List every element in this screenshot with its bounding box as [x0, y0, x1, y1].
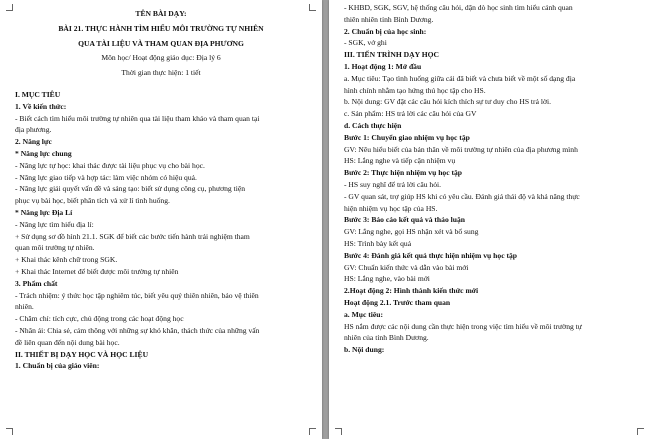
section-heading: a. Mục tiêu:	[344, 309, 384, 319]
section-heading: Hoạt động 2.1. Trước tham quan	[344, 297, 451, 307]
body-line: b. Nội dung: GV đặt các câu hỏi kích thích sự tư duy cho HS trả lời.	[344, 97, 551, 107]
section-heading: I. MỤC TIÊU	[15, 89, 61, 99]
document-page-right	[329, 0, 650, 439]
doc-title: TÊN BÀI DẠY:	[135, 9, 187, 18]
body-line: hiện nhiệm vụ học tập của HS.	[344, 203, 438, 213]
body-line: HS: Trình bày kết quả	[344, 238, 412, 248]
body-line: HS: Lắng nghe, vào bài mới	[344, 274, 430, 284]
section-heading: 2. Chuẩn bị của học sinh:	[344, 26, 427, 36]
body-line: - GV quan sát, trợ giúp HS khi có yêu cầu. Đánh giá thái độ và khả năng thực	[344, 191, 580, 201]
duration-line: Thời gian thực hiện: 1 tiết	[121, 68, 201, 78]
margin-corner-mark	[6, 428, 13, 435]
page-left-content	[0, 8, 322, 372]
body-line: + Sử dụng sơ đồ hình 21.1. SGK để biết các bước tiến hành trải nghiệm tham	[15, 231, 250, 241]
body-line: - KHBD, SGK, SGV, hệ thống câu hỏi, dặn dò học sinh tìm hiểu cảnh quan	[344, 3, 573, 12]
margin-corner-mark	[637, 428, 644, 435]
section-heading: 2.Hoạt động 2: Hình thành kiến thức mới	[344, 286, 479, 296]
body-line: - Năng lực tự học: khai thác được tài liệu phục vụ cho bài học.	[15, 160, 205, 170]
subject-line: Môn học/ Hoạt động giáo dục: Địa lý 6	[101, 53, 221, 63]
body-line: thiên nhiên tỉnh Bình Dương.	[344, 14, 434, 24]
section-heading: Bước 1: Chuyển giao nhiệm vụ học tập	[344, 132, 470, 142]
body-line: đề liên quan đến nội dung bài học.	[15, 337, 120, 347]
body-line: - Chăm chỉ: tích cực, chủ động trong các hoạt động học	[15, 314, 184, 324]
page-right-content	[329, 2, 650, 356]
body-line: + Khai thác kênh chữ trong SGK.	[15, 255, 118, 265]
body-line: HS nắm được các nội dung cần thực hiện trong việc tìm hiểu về môi trường tự	[344, 321, 582, 331]
body-line: địa phương.	[15, 125, 52, 135]
body-line: nhiên.	[15, 302, 34, 312]
body-line: hình chính nhằm tạo hứng thú học tập cho HS.	[344, 85, 486, 95]
body-line: quan môi trường tự nhiên.	[15, 243, 95, 253]
section-heading: Bước 3: Báo cáo kết quả và thảo luận	[344, 215, 465, 225]
margin-corner-mark	[335, 428, 342, 435]
margin-corner-mark	[309, 428, 316, 435]
section-heading: d. Cách thực hiện	[344, 120, 402, 130]
body-line: phục vụ bài học, biết phân tích và xử lí tình huống.	[15, 196, 170, 206]
body-line: - Năng lực giao tiếp và hợp tác: làm việc nhóm có hiệu quả.	[15, 172, 197, 182]
body-line: nhiên của tỉnh Bình Dương.	[344, 333, 429, 343]
section-heading: 1. Chuẩn bị của giáo viên:	[15, 361, 100, 371]
body-line: - Năng lực tìm hiểu địa lí:	[15, 219, 94, 229]
section-heading: * Năng lực chung	[15, 148, 72, 158]
section-heading: 1. Hoạt động 1: Mở đầu	[344, 61, 422, 71]
body-line: + Khai thác Internet để biết được môi trường tự nhiên	[15, 266, 179, 276]
document-page-left	[0, 0, 322, 439]
section-heading: II. THIẾT BỊ DẠY HỌC VÀ HỌC LIỆU	[15, 349, 149, 359]
body-line: - Nhân ái: Chia sẻ, cảm thông với những sự khó khăn, thách thức của những vấn	[15, 325, 260, 335]
body-line: GV: Nêu hiểu biết của bản thân về môi trường tự nhiên của địa phương mình	[344, 144, 578, 154]
body-line: a. Mục tiêu: Tạo tình huống giữa cái đã biết và chưa biết về một số dạng địa	[344, 73, 576, 83]
section-heading: * Năng lực Địa Lí	[15, 207, 73, 217]
section-heading: III. TIẾN TRÌNH DẠY HỌC	[344, 50, 440, 60]
body-line: - Trách nhiệm: ý thức học tập nghiêm túc, biết yêu quý thiên nhiên, bảo vệ thiên	[15, 290, 259, 300]
body-line: - SGK, vở ghi	[344, 38, 387, 48]
section-heading: b. Nội dung:	[344, 345, 385, 355]
body-line: HS: Lắng nghe và tiếp cận nhiệm vụ	[344, 156, 456, 166]
body-line: GV: Chuẩn kiến thức và dẫn vào bài mới	[344, 262, 469, 272]
body-line: c. Sản phẩm: HS trả lời các câu hỏi của GV	[344, 109, 477, 119]
lesson-title: BÀI 21. THỰC HÀNH TÌM HIỂU MÔI TRƯỜNG TỰ NHIÊN	[58, 23, 264, 33]
lesson-title-line-2: QUA TÀI LIỆU VÀ THAM QUAN ĐỊA PHƯƠNG	[78, 38, 244, 48]
right-body-text	[344, 2, 635, 356]
left-body-text	[15, 89, 307, 372]
section-heading: 1. Về kiến thức:	[15, 101, 67, 111]
body-line: - Biết cách tìm hiểu môi trường tự nhiên qua tài liệu tham khảo và tham quan tại	[15, 113, 260, 123]
body-line: GV: Lắng nghe, gọi HS nhận xét và bổ sung	[344, 227, 479, 237]
section-heading: Bước 4: Đánh giá kết quả thực hiện nhiệm vụ học tập	[344, 250, 518, 260]
section-heading: Bước 2: Thực hiện nhiệm vụ học tập	[344, 168, 463, 178]
section-heading: 2. Năng lực	[15, 137, 52, 147]
section-heading: 3. Phẩm chất	[15, 278, 58, 288]
body-line: - HS suy nghĩ để trả lời câu hỏi.	[344, 179, 442, 189]
body-line: - Năng lực giải quyết vấn đề và sáng tạo: biết sử dụng công cụ, phương tiện	[15, 184, 245, 194]
